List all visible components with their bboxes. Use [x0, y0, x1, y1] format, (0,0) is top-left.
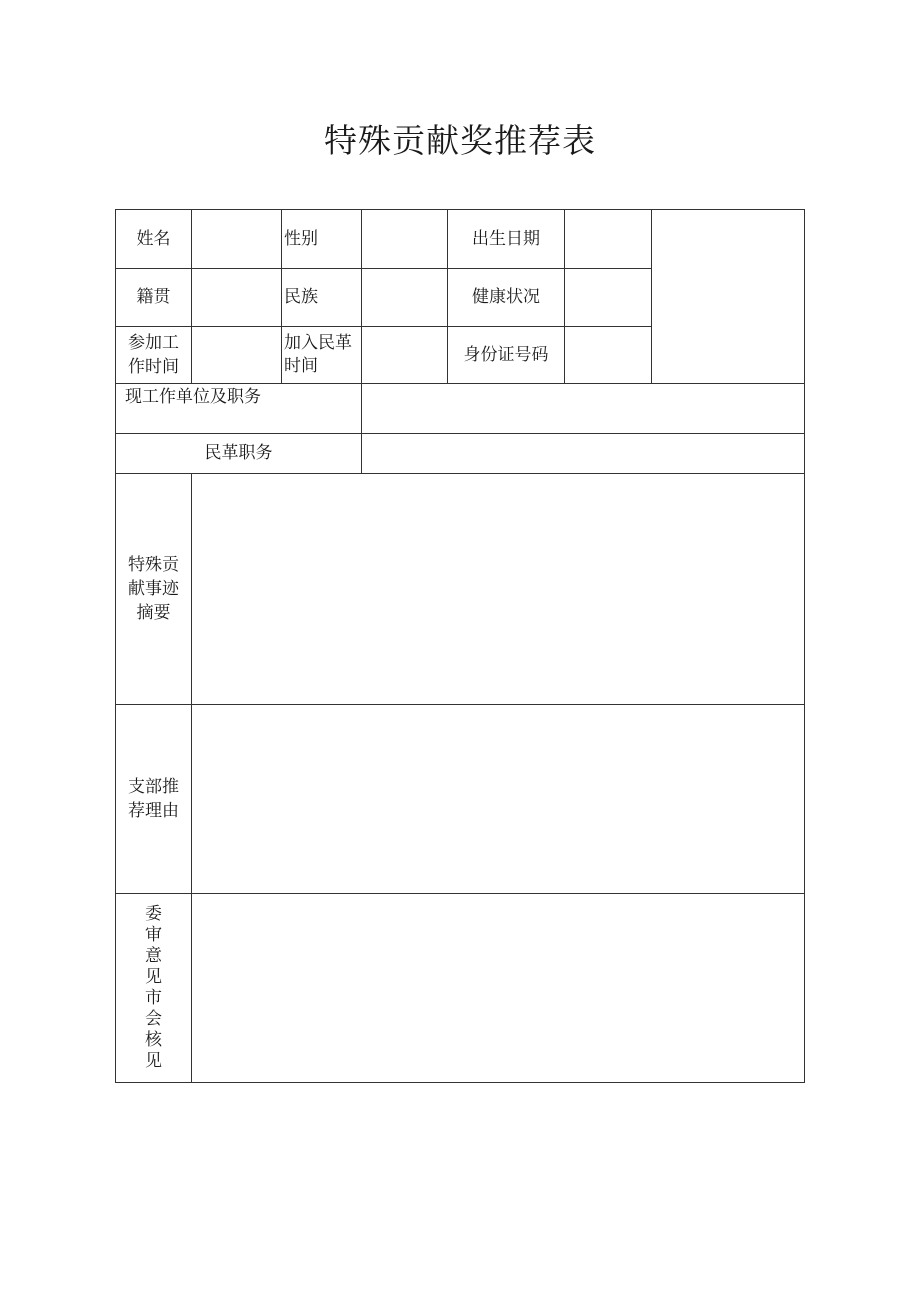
- name-label: 姓名: [116, 210, 192, 269]
- table-row: [116, 210, 805, 269]
- review-opinion-value[interactable]: [192, 894, 805, 1083]
- deeds-label: [116, 474, 192, 705]
- id-number-label: 身份证号码: [448, 327, 565, 384]
- join-party-label: [282, 327, 362, 384]
- branch-reason-label-line2: 荐理由: [128, 801, 179, 821]
- work-start-value[interactable]: [192, 327, 282, 384]
- review-opinion-label: [116, 894, 192, 1083]
- work-start-label-line1: 参加工: [128, 333, 179, 353]
- deeds-label-line1: 特殊贡: [128, 555, 179, 575]
- health-label: 健康状况: [448, 269, 565, 327]
- photo-cell[interactable]: [652, 210, 805, 384]
- deeds-label-line2: 献事迹: [128, 579, 179, 599]
- work-start-label: [116, 327, 192, 384]
- deeds-label-line3: 摘要: [136, 603, 171, 623]
- current-unit-label: 现工作单位及职务: [116, 384, 362, 434]
- table-row: [116, 705, 805, 894]
- table-row: [116, 894, 805, 1083]
- name-value[interactable]: [192, 210, 282, 269]
- health-value[interactable]: [565, 269, 652, 327]
- join-party-label-line1: 加入民革: [284, 333, 352, 353]
- party-position-value[interactable]: [362, 434, 805, 474]
- native-place-label: 籍贯: [116, 269, 192, 327]
- join-party-label-line2: 时间: [284, 356, 318, 376]
- branch-reason-label-line1: 支部推: [128, 777, 179, 797]
- deeds-value[interactable]: [192, 474, 805, 705]
- gender-value[interactable]: [362, 210, 448, 269]
- ethnicity-value[interactable]: [362, 269, 448, 327]
- table-row: [116, 474, 805, 705]
- work-start-label-line2: 作时间: [128, 357, 179, 377]
- ethnicity-label: 民族: [282, 269, 362, 327]
- id-number-value[interactable]: [565, 327, 652, 384]
- current-unit-value[interactable]: [362, 384, 805, 434]
- party-position-label: 民革职务: [116, 434, 362, 474]
- document-title: 特殊贡献奖推荐表: [324, 121, 596, 160]
- table-row: [116, 434, 805, 474]
- review-opinion-label-text: 委审意见市会核见: [145, 903, 162, 1071]
- branch-reason-value[interactable]: [192, 705, 805, 894]
- birth-date-value[interactable]: [565, 210, 652, 269]
- table-row: [116, 384, 805, 434]
- birth-date-label: 出生日期: [448, 210, 565, 269]
- native-place-value[interactable]: [192, 269, 282, 327]
- branch-reason-label: [116, 705, 192, 894]
- recommendation-form-table: [115, 209, 805, 1083]
- gender-label: 性别: [282, 210, 362, 269]
- join-party-value[interactable]: [362, 327, 448, 384]
